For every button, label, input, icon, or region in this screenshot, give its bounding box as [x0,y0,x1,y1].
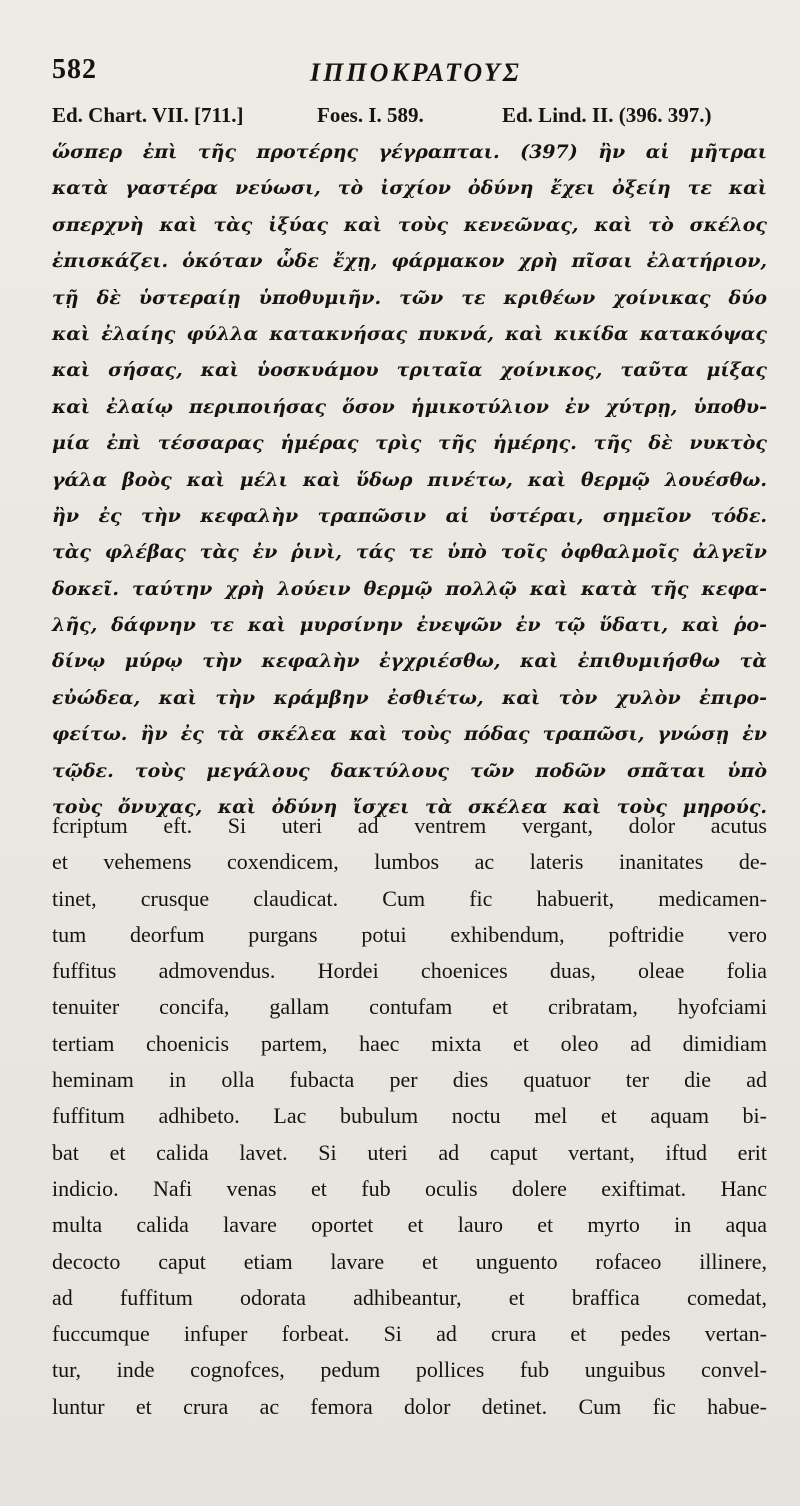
latin-text-line: tur, inde cognofces, pedum pollices fub unguibus convel- [52,1357,767,1383]
latin-text-line: tum deorfum purgans potui exhibendum, poftridie vero [52,921,767,947]
greek-text-line: γάλα βοὸς καὶ μέλι καὶ ὕδωρ πινέτω, καὶ θερμῷ λουέσθω. [52,468,767,491]
greek-text-line: ἢν ἐς τὴν κεφαλὴν τραπῶσιν αἱ ὑστέραι, σημεῖον τόδε. [52,504,767,527]
greek-text-line: τοὺς ὄνυχας, καὶ ὀδύνη ἴσχει τὰ σκέλεα καὶ τοὺς μηρούς. [52,796,767,819]
latin-text-line: tertiam choenicis partem, haec mixta et oleo ad dimidiam [52,1030,767,1056]
running-title: ΙΠΠΟΚΡΑΤΟΥΣ [310,58,522,87]
greek-text-line: κατὰ γαστέρα νεύωσι, τὸ ἰσχίον ὀδύνη ἔχει ὀξείη τε καὶ [52,177,767,200]
latin-text-line: indicio. Nafi venas et fub oculis dolere exiftimat. Hanc [52,1175,767,1201]
greek-text-line: τῷδε. τοὺς μεγάλους δακτύλους τῶν ποδῶν σπᾶται ὑπὸ [52,759,767,782]
greek-text-line: δίνῳ μύρῳ τὴν κεφαλὴν ἐγχριέσθω, καὶ ἐπιθυμιήσθω τὰ [52,650,767,673]
greek-text-line: καὶ σήσας, καὶ ὑοσκυάμου τριταῖα χοίνικος, ταῦτα μίξας [52,359,767,382]
greek-text-line: καὶ ἐλαίης φύλλα κατακνήσας πυκνά, καὶ κικίδα κατακόψας [52,322,767,345]
greek-text-line: μία ἐπὶ τέσσαρας ἡμέρας τρὶς τῆς ἡμέρης. τῆς δὲ νυκτὸς [52,432,767,455]
latin-text-line: fuffitum adhibeto. Lac bubulum noctu mel et aquam bi- [52,1103,767,1129]
latin-text-line: fuffitus admovendus. Hordei choenices duas, oleae folia [52,958,767,984]
greek-text-line: τῇ δὲ ὑστεραίῃ ὑποθυμιῆν. τῶν τε κριθέων χοίνικας δύο [52,286,767,309]
greek-text-line: καὶ ἐλαίῳ περιποιήσας ὅσον ἡμικοτύλιον ἐν χύτρῃ, ὑποθυ- [52,395,767,418]
latin-text-line: bat et calida lavet. Si uteri ad caput vertant, iftud erit [52,1139,767,1165]
greek-text-line: φείτω. ἢν ἐς τὰ σκέλεα καὶ τοὺς πόδας τραπῶσι, γνώσῃ ἐν [52,723,767,746]
page-number: 582 [52,54,97,85]
latin-text-block [52,808,767,1425]
latin-text-line: tenuiter concifa, gallam contufam et cribratam, hyofciami [52,994,767,1020]
greek-text-line: λῆς, δάφνην τε καὶ μυρσίνην ἐνεψῶν ἐν τῷ ὕδατι, καὶ ῥο- [52,614,767,637]
latin-text-line: heminam in olla fubacta per dies quatuor ter die ad [52,1067,767,1093]
latin-text-line: fcriptum eft. Si uteri ad ventrem vergant, dolor acutus [52,813,767,838]
greek-text-block [52,134,767,825]
latin-text-line: ad fuffitum odorata adhibeantur, et braffica comedat, [52,1284,767,1310]
greek-text-line: ὥσπερ ἐπὶ τῆς προτέρης γέγραπται. (397) ἢν αἱ μῆτραι [52,141,767,163]
chartier-reference: Ed. Chart. VII. [711.] [52,103,244,127]
linden-reference: Ed. Lind. II. (396. 397.) [502,103,712,127]
latin-text-line: luntur et crura ac femora dolor detinet. Cum fic habue- [52,1393,767,1419]
greek-text-line: εὐώδεα, καὶ τὴν κράμβην ἐσθιέτω, καὶ τὸν χυλὸν ἐπιρο- [52,686,767,709]
greek-text-line: τὰς φλέβας τὰς ἐν ῥινὶ, τάς τε ὑπὸ τοῖς ὀφθαλμοῖς ἀλγεῖν [52,541,767,564]
latin-text-line: fuccumque infuper forbeat. Si ad crura et pedes vertan- [52,1321,767,1347]
latin-text-line: multa calida lavare oportet et lauro et myrto in aqua [52,1212,767,1238]
foes-reference: Foes. I. 589. [317,103,424,127]
latin-text-line: et vehemens coxendicem, lumbos ac lateris inanitates de- [52,849,767,875]
edition-references [52,103,762,135]
greek-text-line: ἐπισκάζει. ὁκόταν ὧδε ἔχῃ, φάρμακον χρὴ πῖσαι ἐλατήριον, [52,250,767,273]
latin-text-line: tinet, crusque claudicat. Cum fic habuerit, medicamen- [52,885,767,911]
page-header [52,54,752,94]
greek-text-line: δοκεῖ. ταύτην χρὴ λούειν θερμῷ πολλῷ καὶ κατὰ τῆς κεφα- [52,577,767,600]
greek-text-line: σπερχνὴ καὶ τὰς ἰξύας καὶ τοὺς κενεῶνας, καὶ τὸ σκέλος [52,213,767,236]
latin-text-line: decocto caput etiam lavare et unguento rofaceo illinere, [52,1248,767,1274]
